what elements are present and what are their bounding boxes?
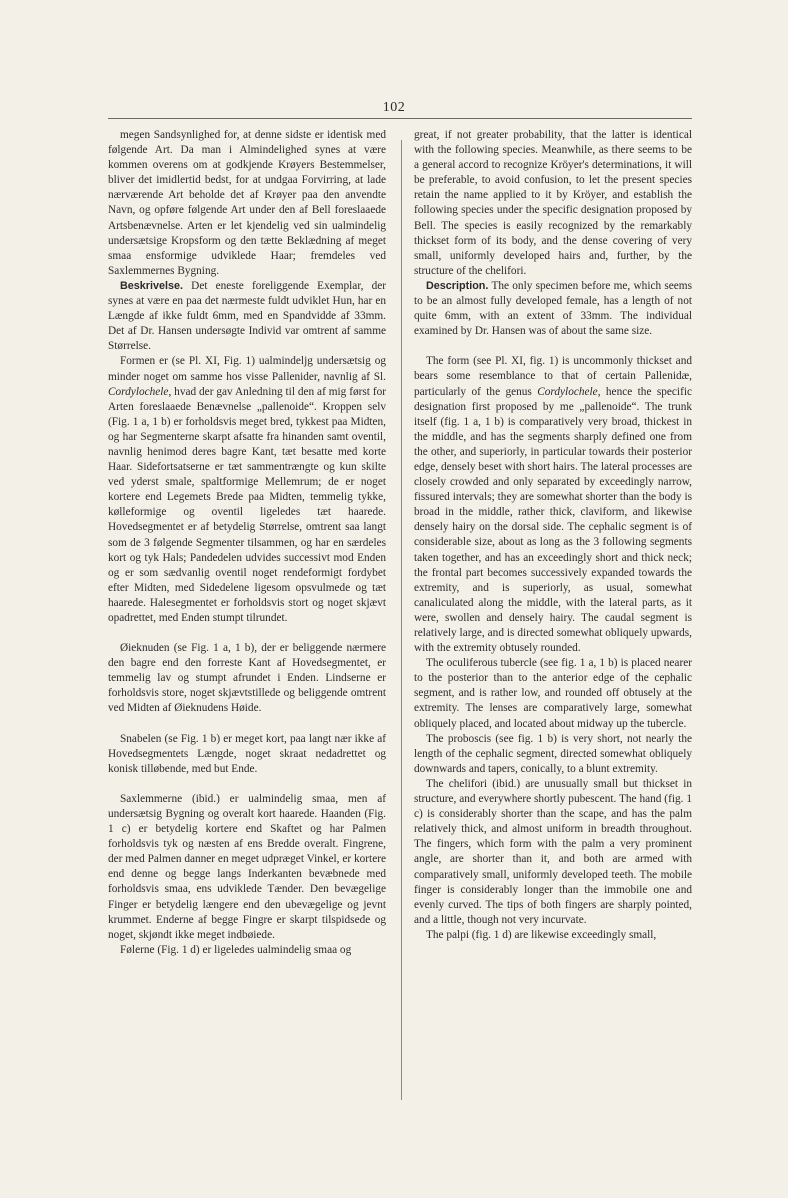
- paragraph: [414, 777, 692, 928]
- section-label: Beskrivelse.: [120, 279, 184, 292]
- page-number: 102: [382, 100, 406, 115]
- paragraph-text: Saxlemmerne (ibid.) er ualmindelig smaa, men af undersætsig Bygning og overalt kort haarede. Haanden (Fig. 1 c) er betydelig kortere end Skaftet og har Palmen forholdsvis tyk og næsten af ens Bredde overalt. Fingrene, der med Palmen danner en meget udpræget Vinkel, er kortere end denne og begge langs Inderkanten bevæbnede med forholdsvis smaa, ens udviklede Tænder. Den bevægelige Finger er betydelig længere end den ubevægelige og jevnt krummet. Enderne af begge Fingre er skarpt tilspidsede og noget, skjøndt ikke meget indbøiede.: [108, 792, 386, 941]
- paragraph-text: The proboscis (see fig. 1 b) is very short, not nearly the length of the cephalic segment, directed somewhat obliquely downwards and tapers, conically, to a blunt extremity.: [414, 732, 692, 775]
- paragraph: [108, 943, 386, 958]
- paragraph-text: , hence the specific designation first proposed by me „pallenoide“. The trunk itself (fig. 1 a, 1 b) is comparatively very broad, thickest in the middle, and has the segments sharply defined one from the other, and superiorly, in particular towards their posterior edge, densely beset with short hairs. The lateral processes are closely crowded and only separated by exceedingly narrow, fissured intervals; they are somewhat shorter than the body is broad in the middle, rather thick, claviform, and likewise densely hairy on the dorsal side. The cephalic segment is of considerable size, about as long as the 3 following segments taken together, and has an exceedingly short and thick neck; the frontal part becomes successively expanded towards the extremity, and is superiorly, as usual, somewhat canaliculated along the middle, with the lateral parts, as it were, swollen and densely hairy. The caudal segment is relatively large, and is directed somewhat obliquely upwards, with the extremity obtusely rounded.: [414, 385, 692, 655]
- paragraph: [414, 279, 692, 339]
- genus-name: Cordylochele: [108, 385, 169, 398]
- column-divider: [401, 140, 402, 1100]
- paragraph: [108, 354, 386, 626]
- paragraph: [108, 732, 386, 777]
- paragraph: [414, 732, 692, 777]
- paragraph: [414, 128, 692, 279]
- left-column-norwegian: [108, 128, 386, 958]
- paragraph-text: Formen er (se Pl. XI, Fig. 1) ualmindeljg undersætsig og minder noget om samme hos visse Pallenider, navnlig af Sl.: [108, 355, 386, 383]
- paragraph-text: The chelifori (ibid.) are unusually small but thickset in structure, and everywhere shortly pubescent. The hand (fig. 1 c) is considerably shorter than the scape, and has the palm relatively thick, and almost uniform in breadth throughout. The fingers, which form with the palm a very prominent angle, are shorter than it, and both are armed with comparatively small, uniformly developed teeth. The mobile finger is considerably longer than the immobile one and evenly curved. The tips of both fingers are sharply pointed, and a little, though not very incurvate.: [414, 777, 692, 926]
- paragraph-text: Følerne (Fig. 1 d) er ligeledes ualmindelig smaa og: [120, 943, 352, 956]
- paragraph-text: Det eneste foreliggende Exemplar, der synes at være en paa det nærmeste fuldt udviklet Hun, har en Længde af ikke fuldt 6mm, med en Spandvidde af 33mm. Det af Dr. Hansen undersøgte Individ var omtrent af samme Størrelse.: [108, 279, 386, 353]
- right-column-english: [414, 128, 692, 943]
- paragraph: [414, 656, 692, 731]
- paragraph-text: great, if not greater probability, that the latter is identical with the following species. Meanwhile, as there seems to be a general accord to recognize Kröyer's determinations, it will be preferable, to avoid confusion, to let the present species retain the name applied to it by Kröyer, and establish the following species under the specific designation proposed by Bell. The species is easily recognized by the remarkably thickset form of its body, and the dense covering of very small, uniformly developed hairs and, further, by the structure of the chelifori.: [414, 129, 692, 277]
- paragraph: [108, 279, 386, 354]
- header-rule: [108, 118, 692, 119]
- paragraph-text: The palpi (fig. 1 d) are likewise exceedingly small,: [426, 928, 657, 941]
- paragraph-text: The oculiferous tubercle (see fig. 1 a, 1 b) is placed nearer to the posterior than to the anterior edge of the cephalic segment, and is rather low, and rounded off obtusely at the extremity. The lenses are comparatively large, somewhat obliquely placed, and located about midway up the tubercle.: [414, 657, 692, 730]
- genus-name: Cordylochele: [537, 385, 598, 398]
- paragraph-text: The form (see Pl. XI, fig. 1) is uncommonly thickset and bears some resemblance to that of certain Pallenidæ, particularly of the genus: [414, 355, 692, 398]
- paragraph-text: megen Sandsynlighed for, at denne sidste er identisk med følgende Art. Da man i Almindelighed synes at være kommen overens om at godkjende Krøyers Bestemmelser, bliver det imidlertid bedst, for at undgaa Forvirring, at lade nærværende Art beholde det af Krøyer paa den anvendte Navn, og opføre følgende Art under den af Bell foreslaaede Artsbenævnelse. Arten er let kjendelig ved sin ualmindelig undersætsige Kropsform og den tætte Beklædning af meget smaa ensformige udviklede Haar; fremdeles ved Saxlemmernes Bygning.: [108, 129, 386, 277]
- section-label: Description.: [426, 279, 489, 292]
- paragraph: [108, 792, 386, 943]
- paragraph: [108, 641, 386, 716]
- paragraph-text: Øieknuden (se Fig. 1 a, 1 b), der er beliggende nærmere den bagre end den forreste Kant af Hovedsegmentet, er temmelig lav og stumpt afrundet i Enden. Lindserne er forholdsvis store, noget skjævtstillede og beliggende omtrent ved Midten af Øieknudens Høide.: [108, 642, 386, 715]
- paragraph-text: Snabelen (se Fig. 1 b) er meget kort, paa langt nær ikke af Hovedsegmentets Længde, noget skraat nedadrettet og konisk tilløbende, med but Ende.: [108, 732, 386, 775]
- paragraph: [414, 354, 692, 656]
- paragraph: [108, 128, 386, 279]
- paragraph-text: The only specimen before me, which seems to be an almost fully developed female, has a length of not quite 6mm, with an extent of 33mm. The individual examined by Dr. Hansen was of about the same size.: [414, 279, 692, 338]
- paragraph-text: , hvad der gav Anledning til den af mig først for Arten foreslaaede Benævnelse „pallenoide“. Kroppen selv (Fig. 1 a, 1 b) er forholdsvis meget bred, tykkest paa Midten, og har Segmenterne skarpt afsatte fra hinanden samt oventil, navnlig henimod deres bagre Kant, tæt besatte med korte Haar. Sidefortsatserne er tæt sammentrængte og kun skilte ved yderst smale, spaltformige Mellemrum; de er noget kortere end Legemets Brede paa Midten, temmelig tykke, kølleformige og oventil ligeledes tæt haarede. Hovedsegmentet er af betydelig Størrelse, omtrent saa langt som de 3 følgende Segmenter tilsammen, og har en særdeles kort og tyk Hals; Pandedelen udvides successivt mod Enden og er som sædvanlig oventil noget rendeformigt fordybet efter Midten, med Sidedelene ligesom opsvulmede og tæt haarede. Halesegmentet er forholdsvis stort og noget skjævt opadrettet, med Enden stumpt tilrundet.: [108, 385, 386, 624]
- paragraph: [414, 928, 692, 943]
